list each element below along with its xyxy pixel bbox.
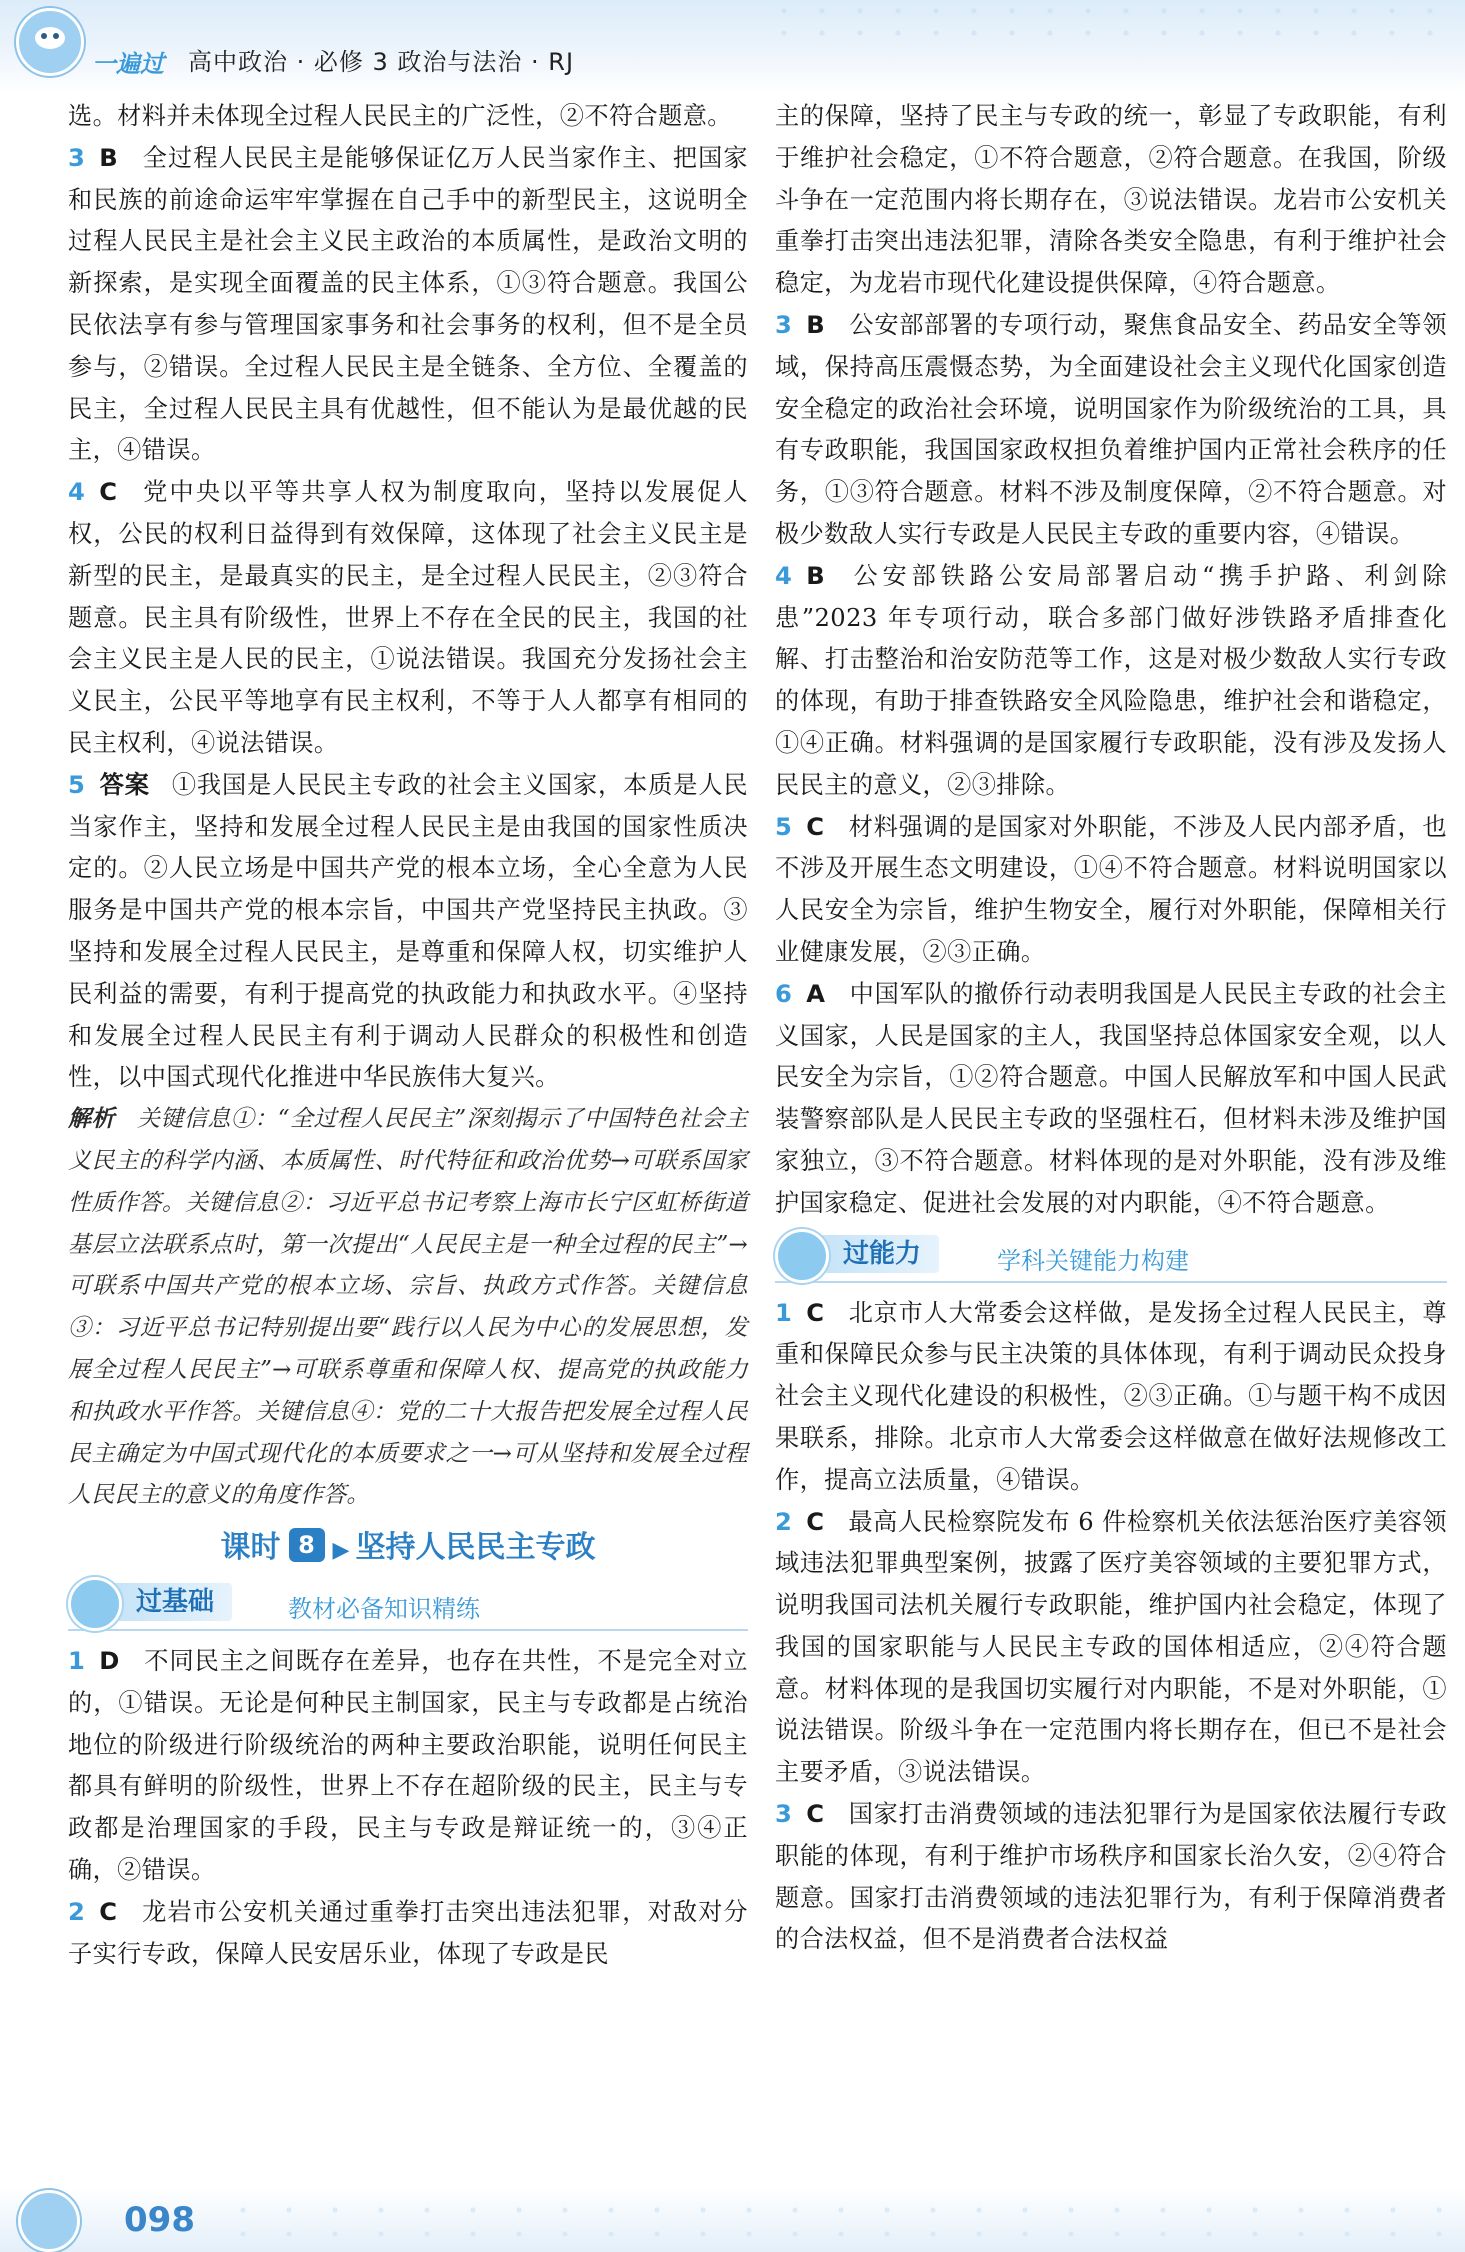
section-header-ability (775, 1229, 1447, 1283)
section-subtitle: 学科关键能力构建 (997, 1246, 1189, 1275)
page-header (0, 0, 1465, 92)
section-tag: 过能力 (795, 1235, 939, 1273)
section-subtitle: 教材必备知识精练 (288, 1595, 480, 1624)
mascot-icon (68, 1577, 122, 1631)
header-decoration (765, 0, 1465, 40)
left-column (68, 96, 748, 1975)
brand-name: 一遍过 (92, 50, 164, 78)
question-item: 4 C 党中央以平等共享人权为制度取向，坚持以发展促人权，公民的权利日益得到有效保障，这体现了社会主义民主是新型的民主，是最真实的民主，是全过程人民民主，②③符合题意。民主具有阶级性，世界上不存在全民的民主，我国的社会主义民主是人民的民主，①说法错误。我国充分发扬社会主义民主，公民平等地享有民主权利，不等于人人都享有相同的民主权利，④说法错误。 (68, 478, 748, 757)
book-title: 高中政治 · 必修 3 政治与法治 · RJ (188, 48, 575, 76)
continued-paragraph: 主的保障，坚持了民主与专政的统一，彰显了专政职能，有利于维护社会稳定，①不符合题意，②符合题意。在我国，阶级斗争在一定范围内将长期存在，③说法错误。龙岩市公安机关重拳打击突出违法犯罪，清除各类安全隐患，有利于维护社会稳定，为龙岩市现代化建设提供保障，④符合题意。 (775, 102, 1447, 298)
question-item: 3 C 国家打击消费领域的违法犯罪行为是国家依法履行专政职能的体现，有利于维护市场秩序和国家长治久安，②④符合题意。国家打击消费领域的违法犯罪行为，有利于保障消费者的合法权益，但不是消费者合法权益 (775, 1800, 1447, 1954)
triangle-icon: ▶ (332, 1538, 350, 1564)
question-item: 3 B 公安部部署的专项行动，聚焦食品安全、药品安全等领域，保持高压震慑态势，为全面建设社会主义现代化国家创造安全稳定的政治社会环境，说明国家作为阶级统治的工具，具有专政职能，我国国家政权担负着维护国内正常社会秩序的任务，①③符合题意。材料不涉及制度保障，②不符合题意。对极少数敌人实行专政是人民民主专政的重要内容，④错误。 (775, 310, 1447, 548)
question-item: 1 D 不同民主之间既存在差异，也存在共性，不是完全对立的，①错误。无论是何种民主制国家，民主与专政都是占统治地位的阶级进行阶级统治的两种主要政治职能，说明任何民主都具有鲜明的阶级性，世界上不存在超阶级的民主，民主与专政都是治理国家的手段，民主与专政是辩证统一的，③④正确，②错误。 (68, 1647, 748, 1885)
analysis-paragraph: 解析 关键信息①：“全过程人民民主”深刻揭示了中国特色社会主义民主的科学内涵、本质属性、时代特征和政治优势→可联系国家性质作答。关键信息②：习近平总书记考察上海市长宁区虹桥街道基层立法联系点时，第一次提出“人民民主是一种全过程的民主”→可联系中国共产党的根本立场、宗旨、执政方式作答。关键信息③：习近平总书记特别提出要“践行以人民为中心的发展思想，发展全过程人民民主”→可联系尊重和保障人权、提高党的执政能力和执政水平作答。关键信息④：党的二十大报告把发展全过程人民民主确定为中国式现代化的本质要求之一→可从坚持和发展全过程人民民主的意义的角度作答。 (68, 1106, 748, 1509)
question-item: 2 C 最高人民检察院发布 6 件检察机关依法惩治医疗美容领域违法犯罪典型案例，披露了医疗美容领域的主要犯罪方式，说明我国司法机关履行专政职能，维护国内社会稳定，体现了我国的国家职能与人民民主专政的国体相适应，②④符合题意。材料体现的是我国切实履行对内职能，不是对外职能，①说法错误。阶级斗争在一定范围内将长期存在，但已不是社会主要矛盾，③说法错误。 (775, 1507, 1447, 1787)
page-footer (0, 2188, 1465, 2252)
question-item: 2 C 龙岩市公安机关通过重拳打击突出违法犯罪，对敌对分子实行专政，保障人民安居乐业，体现了专政是民 (68, 1897, 748, 1968)
question-item: 4 B 公安部铁路公安局部署启动“携手护路、利剑除患”2023 年专项行动，联合多部门做好涉铁路矛盾排查化解、打击整治和治安防范等工作，这是对极少数敌人实行专政的体现，有助于排查铁路安全风险隐患，维护社会和谐稳定，①④正确。材料强调的是国家履行专政职能，没有涉及发扬人民民主的意义，②③排除。 (775, 561, 1447, 799)
footer-decoration (220, 2198, 1465, 2242)
question-item: 6 A 中国军队的撤侨行动表明我国是人民民主专政的社会主义国家，人民是国家的主人，我国坚持总体国家安全观，以人民安全为宗旨，①②符合题意。中国人民解放军和中国人民武装警察部队是人民民主专政的坚强柱石，但材料未涉及维护国家独立，③不符合题意。材料体现的是对外职能，没有涉及维护国家稳定、促进社会发展的对内职能，④不符合题意。 (775, 979, 1447, 1217)
right-column (775, 96, 1447, 1961)
question-item: 1 C 北京市人大常委会这样做，是发扬全过程人民民主，尊重和保障民众参与民主决策的具体体现，有利于调动民众投身社会主义现代化建设的积极性，②③正确。①与题干构不成因果联系，排除。北京市人大常委会这样做意在做好法规修改工作，提高立法质量，④错误。 (775, 1298, 1447, 1494)
page-number: 098 (124, 2200, 195, 2240)
section-tag: 过基础 (88, 1583, 232, 1621)
mascot-star-icon (18, 2190, 80, 2252)
continued-paragraph: 选。材料并未体现全过程人民民主的广泛性，②不符合题意。 (68, 102, 732, 130)
section-header-basic (68, 1577, 748, 1631)
lesson-number-badge: 8 (289, 1528, 325, 1562)
mascot-icon (775, 1229, 829, 1283)
mascot-logo-icon (16, 8, 84, 76)
lesson-heading: 课时 8 ▶ 坚持人民民主专政 (220, 1530, 596, 1566)
question-item: 3 B 全过程人民民主是能够保证亿万人民当家作主、把国家和民族的前途命运牢牢掌握在自己手中的新型民主，这说明全过程人民民主是社会主义民主政治的本质属性，是政治文明的新探索，是实现全面覆盖的民主体系，①③符合题意。我国公民依法享有参与管理国家事务和社会事务的权利，但不是全员参与，②错误。全过程人民民主是全链条、全方位、全覆盖的民主，全过程人民民主具有优越性，但不能认为是最优越的民主，④错误。 (68, 143, 748, 465)
question-item: 5 C 材料强调的是国家对外职能，不涉及人民内部矛盾，也不涉及开展生态文明建设，①④不符合题意。材料说明国家以人民安全为宗旨，维护生物安全，履行对外职能，保障相关行业健康发展，②③正确。 (775, 812, 1447, 966)
question-item: 5 答案 ①我国是人民民主专政的社会主义国家，本质是人民当家作主，坚持和发展全过程人民民主是由我国的国家性质决定的。②人民立场是中国共产党的根本立场，全心全意为人民服务是中国共产党的根本宗旨，中国共产党坚持民主执政。③坚持和发展全过程人民民主，是尊重和保障人权，切实维护人民利益的需要，有利于提高党的执政能力和执政水平。④坚持和发展全过程人民民主有利于调动人民群众的积极性和创造性，以中国式现代化推进中华民族伟大复兴。 (68, 770, 748, 1092)
